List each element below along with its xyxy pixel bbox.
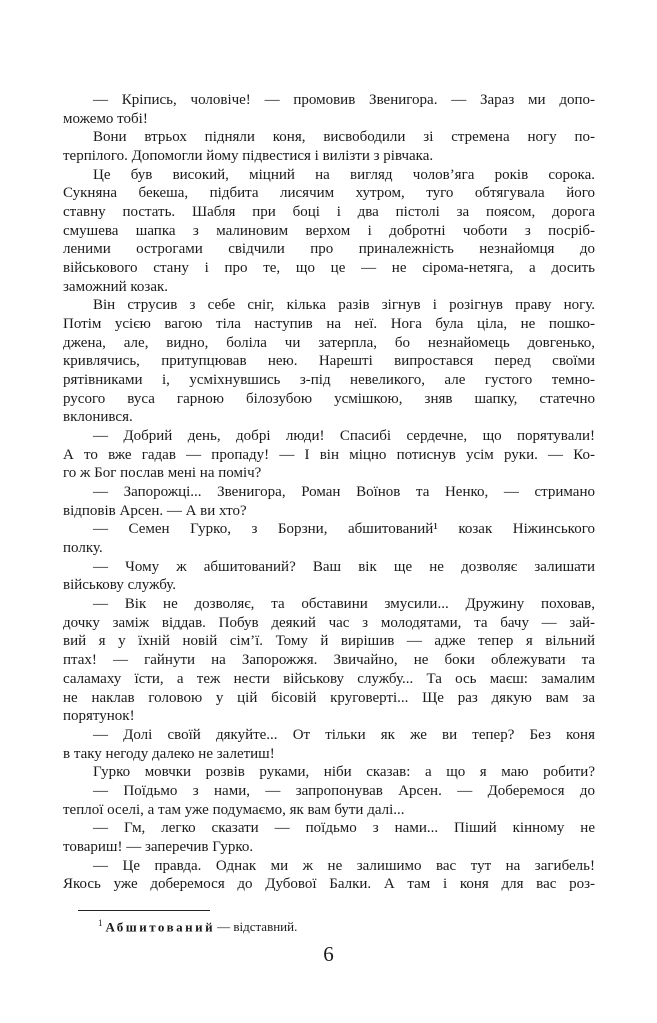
- text-line: рятівниками і, усміхнувшись з-під невеликого, але густого темно-: [63, 372, 595, 389]
- text-line: відповів Арсен. — А ви хто?: [63, 502, 247, 519]
- text-line: русого вуса гарною білозубою усмішкою, зняв шапку, статечно: [63, 390, 595, 407]
- text-line: джена, але, видно, боліла чи затерпла, бо незнайомець довгенько,: [63, 334, 595, 351]
- text-line: смушева шапка з малиновим верхом і добротні чоботи з посріб-: [63, 222, 595, 239]
- text-line: військового стану і про те, що це — не сірома-нетяга, а досить: [63, 260, 595, 277]
- page-number: 6: [323, 942, 334, 966]
- text-line: Якось уже доберемося до Дубової Балки. А там і коня для вас роз-: [63, 876, 595, 893]
- text-line: кривлячись, притупцював нею. Нарешті випростався перед своїми: [63, 353, 595, 370]
- text-line: го ж Бог послав мені на поміч?: [63, 465, 262, 482]
- text-line: заможний козак.: [63, 278, 169, 295]
- text-line: ставну постать. Шабля при боці і два пістолі за поясом, дорога: [63, 204, 595, 221]
- text-line: Сукняна бекеша, підбита лисячим хутром, туго обтягувала його: [63, 185, 595, 202]
- text-line: не наклав головою у цій бісовій круговерті... Ще раз дякую вам за: [63, 689, 595, 706]
- footnote-term: Абшитований: [105, 919, 216, 935]
- text-line: — Семен Гурко, з Борзни, абшитований¹ козак Ніжинського: [93, 521, 595, 538]
- body-text: [63, 91, 595, 894]
- text-line: — Це правда. Однак ми ж не залишимо вас тут на загибель!: [93, 857, 595, 874]
- text-line: в таку негоду далеко не залетиш!: [63, 745, 275, 762]
- text-line: військову службу.: [63, 577, 177, 594]
- text-line: полку.: [63, 540, 103, 557]
- text-line: — Запорожці... Звенигора, Роман Воїнов та Ненко, — стримано: [93, 484, 595, 501]
- text-line: птах! — гайнути на Запорожжя. Звичайно, не боки облежувати та: [63, 652, 595, 669]
- text-line: вклонився.: [63, 409, 133, 426]
- text-line: леними острогами свідчили про приналежність незнайомця до: [63, 241, 595, 258]
- text-line: Вони втрьох підняли коня, висвободили зі стремена ногу по-: [93, 129, 595, 146]
- footnote: [63, 915, 595, 935]
- footnote-definition: — відставний.: [217, 919, 298, 935]
- text-line: — Долі своїй дякуйте... От тільки як же ви тепер? Без коня: [93, 726, 595, 743]
- text-line: вий я у їхній новій сім’ї. Тому й вирішив — адже тепер я вільний: [63, 633, 595, 650]
- text-line: Він струсив з себе сніг, кілька разів зігнув і розігнув праву ногу.: [93, 297, 595, 314]
- text-line: терпілого. Допомогли йому підвестися і вилізти з рівчака.: [63, 148, 434, 165]
- footnote-divider: [78, 910, 210, 911]
- text-line: порятунок!: [63, 708, 135, 725]
- text-line: Потім усією вагою тіла наступив на неї. Нога була ціла, не пошко-: [63, 316, 595, 333]
- text-line: — Поїдьмо з нами, — запропонував Арсен. — Доберемося до: [93, 782, 595, 799]
- text-line: — Гм, легко сказати — поїдьмо з нами... Піший кінному не: [93, 820, 595, 837]
- text-line: саламаху їсти, а теж нести військову службу... Та ось маєш: замалим: [63, 670, 595, 687]
- text-line: дочку заміж віддав. Побув деякий час з молодятами, та бачу — зай-: [63, 614, 595, 631]
- text-line: товариш! — заперечив Гурко.: [63, 838, 254, 855]
- footnote-marker: 1: [98, 918, 103, 928]
- text-line: Це був високий, міцний на вигляд чолов’яга років сорока.: [93, 166, 595, 183]
- text-line: — Кріпись, чоловіче! — промовив Звенигора. — Зараз ми допо-: [93, 92, 595, 108]
- text-line: Гурко мовчки розвів руками, ніби сказав: а що я маю робити?: [93, 764, 595, 781]
- text-line: — Добрий день, добрі люди! Спасибі сердечне, що порятували!: [93, 428, 595, 445]
- text-line: — Чому ж абшитований? Ваш вік ще не дозволяє залишати: [93, 558, 595, 575]
- text-line: можемо тобі!: [63, 110, 148, 127]
- text-line: — Вік не дозволяє, та обставини змусили... Дружину поховав,: [93, 596, 595, 613]
- text-line: А то вже гадав — пропаду! — І він міцно потиснув усім руки. — Ко-: [63, 446, 595, 463]
- text-line: теплої оселі, а там уже подумаємо, як вам бути далі...: [63, 801, 405, 818]
